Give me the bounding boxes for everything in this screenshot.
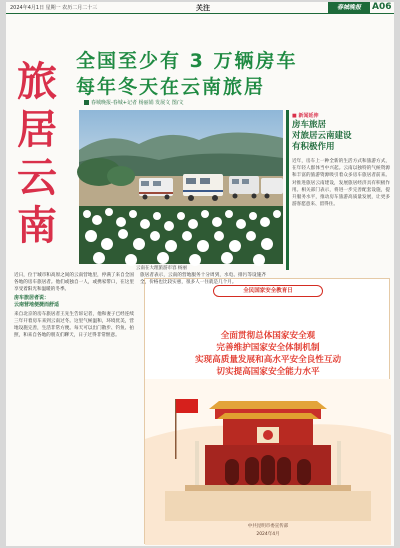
sidebar-rule — [286, 110, 289, 270]
byline-mark-icon — [84, 100, 89, 105]
section-label: 关注 — [196, 4, 210, 12]
ad-slogan-4: 切实提高国家安全能力水平 — [216, 367, 320, 377]
newspaper-page — [6, 2, 394, 546]
page-header — [6, 2, 394, 14]
vertical-char: 云 — [17, 154, 57, 201]
ad-date: 2024年4月 — [256, 532, 280, 537]
ad-banner: 全民国家安全教育日 — [213, 285, 323, 297]
ad-sponsor: 中共昆明市委宣传部 — [247, 524, 289, 529]
article-column-1 — [14, 272, 134, 339]
byline — [84, 99, 183, 106]
ad-slogan-1: 全面贯彻总体国家安全观 — [220, 331, 316, 341]
sidebar-title: 房车旅居 对旅居云南建设 有积极作用 — [292, 120, 352, 152]
byline-text: 春城晚报-春城+记者 杨丽娟 发展文 图/文 — [91, 100, 184, 106]
photo-caption: 云南在大理旅游市容 杨丽 — [136, 266, 187, 271]
paragraph: 近日，位于城市和高原之间的云南营地里，停满了来自全国各地的房车旅居者。他们或独自一人，或携家带口，在这里享受着阳光和温暖的冬季。 — [14, 273, 134, 292]
vertical-char: 南 — [17, 202, 57, 249]
sidebar-tag: ■ 新闻延伸 — [292, 113, 319, 119]
ad-slogan-2: 完善维护国家安全体制机制 — [216, 343, 320, 353]
subheading: 房车旅居者说： 云南营地便捷而舒适 — [14, 295, 60, 308]
national-security-ad — [144, 278, 390, 544]
vertical-char: 旅 — [17, 58, 57, 105]
rv-camp-photo — [79, 110, 283, 264]
vertical-char: 居 — [17, 106, 57, 153]
vertical-title — [12, 58, 62, 250]
rv-camp-illustration — [79, 110, 283, 264]
tiananmen-illustration — [145, 379, 391, 545]
ad-slogan-3: 实现高质量发展和高水平安全良性互动 — [194, 355, 342, 365]
paragraph: 旅居者表示，云南的营地服务十分周到，水电、排污等设施齐全，价格也比较实惠，很多人一住就是几个月。 — [140, 273, 266, 285]
sidebar-body: 近年，房车上一种全新的生活方式和旅游方式，在年轻人群体当中兴起。云南以独特的气候资源和丰富的旅游资源吸引着众多房车旅居者前来。对推进旅居云南建设，发展旅居经济具有积极作用。相关部门表示，将进一步完善配套设施，提升服务水平，推动房车旅游高质量发展，让更多游客愿意来、留得住。 — [292, 159, 390, 208]
page-number: A06 — [372, 2, 392, 12]
headline-line-1: 全国至少有 3 万辆房车 — [76, 50, 298, 72]
issue-date: 2024年4月1日 星期一 农历二月二十三 — [10, 5, 98, 11]
masthead-logo: 春城晚报 — [328, 2, 370, 14]
paragraph: 来自北京的房车旅居者王先生告诉记者，他和妻子已经连续三年开着房车来到云南过冬。这里气候温和，环境优美，营地设施完善，生活非常方便。每天可以出门散步、钓鱼、拍照，和来自各地的朋友们聊天，日子过得非常惬意。 — [14, 312, 134, 338]
headline-line-2: 每年冬天在云南旅居 — [76, 76, 266, 98]
article-column-2 — [140, 272, 266, 285]
